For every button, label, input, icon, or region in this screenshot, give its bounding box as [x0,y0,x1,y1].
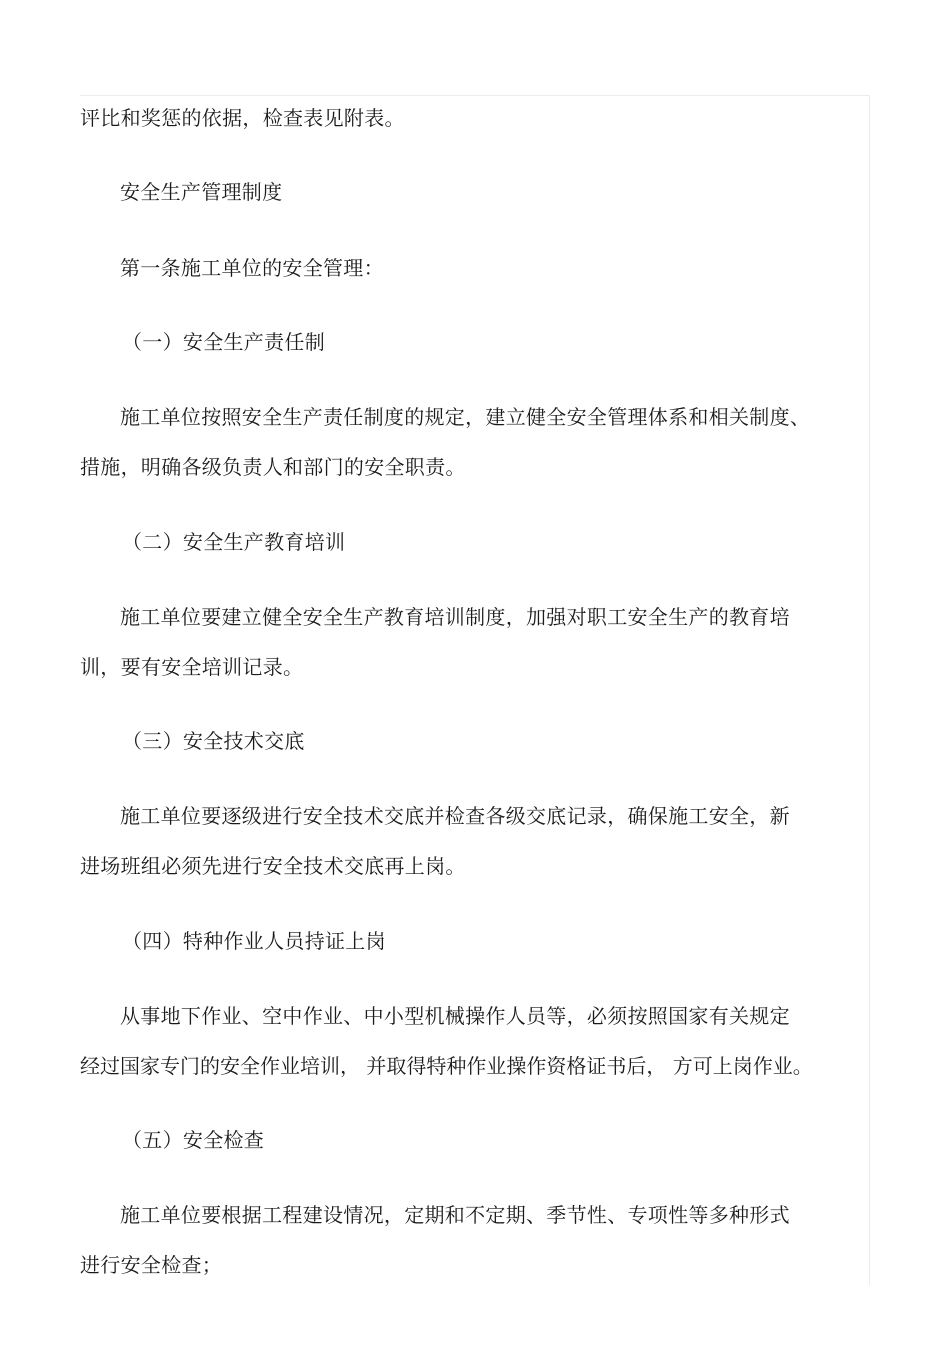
paragraph-line: 施工单位要根据工程建设情况，定期和不定期、季节性、专项性等多种形式 [120,1203,790,1227]
paragraph-line: 施工单位要逐级进行安全技术交底并检查各级交底记录，确保施工安全，新 [120,804,790,828]
paragraph-line: 经过国家专门的安全作业培训， 并取得特种作业操作资格证书后， 方可上岗作业。 [80,1054,813,1078]
page-top-border [80,95,870,96]
paragraph-line: 施工单位要建立健全安全生产教育培训制度，加强对职工安全生产的教育培 [120,605,790,629]
subsection-heading: （二）安全生产教育培训 [122,530,346,554]
subsection-heading: （四）特种作业人员持证上岗 [122,929,386,953]
paragraph-line: 措施，明确各级负责人和部门的安全职责。 [80,455,466,479]
section-title: 安全生产管理制度 [120,180,283,204]
article-heading: 第一条施工单位的安全管理： [120,256,384,280]
paragraph-line: 进场班组必须先进行安全技术交底再上岗。 [80,854,466,878]
subsection-heading: （五）安全检查 [122,1128,265,1152]
paragraph-line: 施工单位按照安全生产责任制度的规定，建立健全安全管理体系和相关制度、 [120,405,811,429]
subsection-heading: （三）安全技术交底 [122,729,305,753]
subsection-heading: （一）安全生产责任制 [122,330,325,354]
page-right-border [869,95,870,1285]
paragraph-line: 进行安全检查； [80,1253,223,1277]
paragraph-line: 训，要有安全培训记录。 [80,655,304,679]
paragraph-line: 从事地下作业、空中作业、中小型机械操作人员等，必须按照国家有关规定 [120,1004,790,1028]
paragraph-line: 评比和奖惩的依据，检查表见附表。 [80,106,405,130]
